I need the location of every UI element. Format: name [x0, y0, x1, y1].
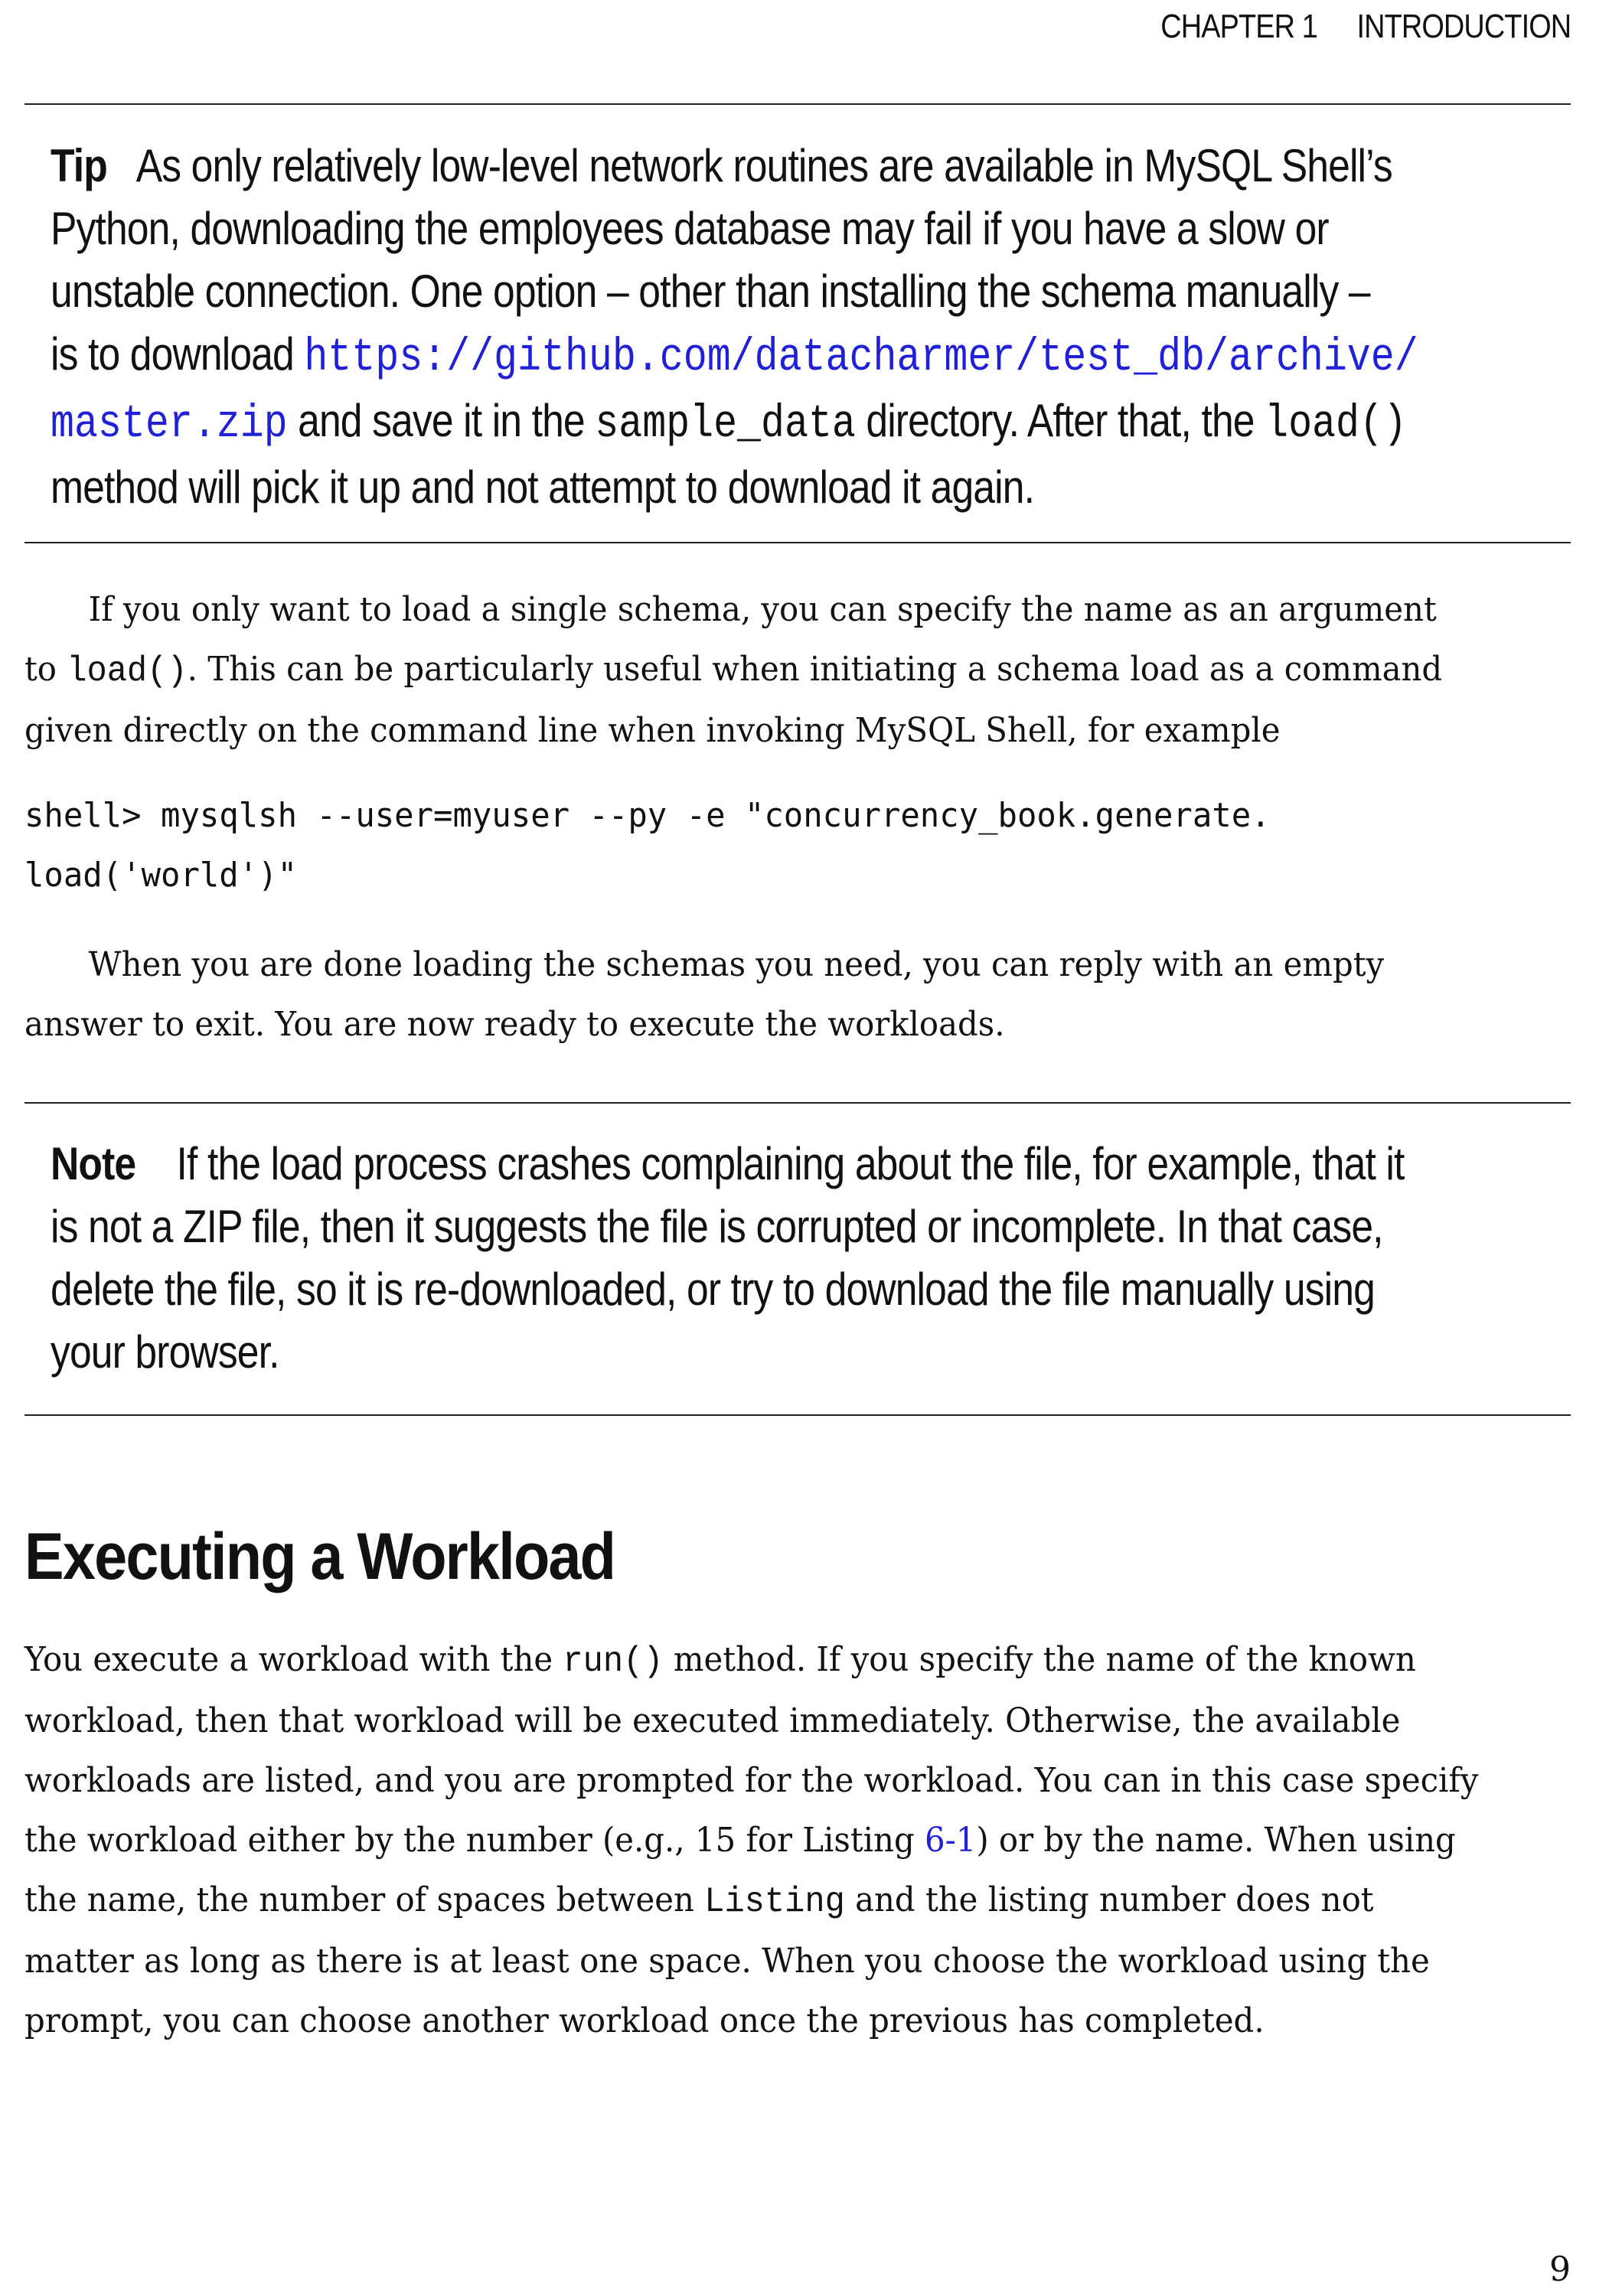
tip-line: is to download https://github.com/datacharmer/test_db/archive/ [51, 328, 1418, 384]
running-header [1160, 8, 1571, 46]
chapter-label: CHAPTER 1 [1160, 8, 1317, 45]
run-method-code: run() [563, 1642, 664, 1681]
note-line: is not a ZIP file, then it suggests the file is corrupted or incomplete. In that case, [51, 1201, 1383, 1252]
code-line: shell> mysqlsh --user=myuser --py -e "concurrency_book.generate. [24, 796, 1271, 835]
note-line: Note If the load process crashes complaining about the file, for example, that it [51, 1138, 1405, 1189]
tip-line: Python, downloading the employees database may fail if you have a slow or [51, 203, 1329, 254]
note-line: delete the file, so it is re-downloaded, or try to download the file manually using [51, 1264, 1375, 1315]
download-url-link-continued[interactable]: master.zip [51, 399, 288, 451]
tip-line: unstable connection. One option – other than installing the schema manually – [51, 266, 1370, 317]
chapter-title: INTRODUCTION [1356, 8, 1571, 45]
note-label: Note [51, 1138, 136, 1189]
paragraph-done-loading: When you are done loading the schemas you need, you can reply with an empty answer to exit. You are now ready to execute the workloads. [24, 945, 1385, 1044]
paragraph-executing-workload: You execute a workload with the run() method. If you specify the name of the known workload, then that workload will be executed immediately. Otherwise, the available workloads are listed, and you are prompted for the workload. You can in this case specify the workload either by the number (e.g., 15 for Listing 6-1) or by the name. When using the name, the number of spaces between Listing and the listing number does not matter as long as there is at least one space. When you choose the workload using the prompt, you can choose another workload once the previous has completed. [24, 1640, 1479, 2040]
page-number: 9 [1549, 2250, 1571, 2289]
tip-bottom-rule [24, 542, 1571, 543]
tip-line: Tip As only relatively low-level network routines are available in MySQL Shell’s [51, 140, 1392, 191]
code-line: load('world')" [24, 856, 298, 895]
tip-box [51, 135, 1574, 519]
note-bottom-rule [24, 1414, 1571, 1416]
paragraph-load-single-schema: If you only want to load a single schema, you can specify the name as an argument to load(). This can be particularly useful when initiating a schema load as a command given directly on the command line when invoking MySQL Shell, for example [24, 590, 1443, 750]
tip-line: method will pick it up and not attempt to download it again. [51, 461, 1035, 513]
load-method-code: load() [67, 651, 188, 691]
note-box [51, 1133, 1574, 1384]
sample-data-dir: sample_data [595, 399, 856, 451]
download-url-link[interactable]: https://github.com/datacharmer/test_db/archive/ [304, 332, 1418, 384]
tip-top-rule [24, 103, 1571, 105]
listing-6-1-link[interactable]: 6-1 [925, 1821, 977, 1860]
code-block [24, 786, 1322, 905]
listing-keyword-code: Listing [704, 1882, 845, 1922]
load-method-code: load() [1265, 399, 1407, 451]
note-line: your browser. [51, 1326, 279, 1378]
tip-label: Tip [51, 140, 107, 191]
section-heading: Executing a Workload [24, 1520, 615, 1593]
tip-line: master.zip and save it in the sample_data directory. After that, the load() [51, 395, 1407, 451]
note-top-rule [24, 1102, 1571, 1104]
